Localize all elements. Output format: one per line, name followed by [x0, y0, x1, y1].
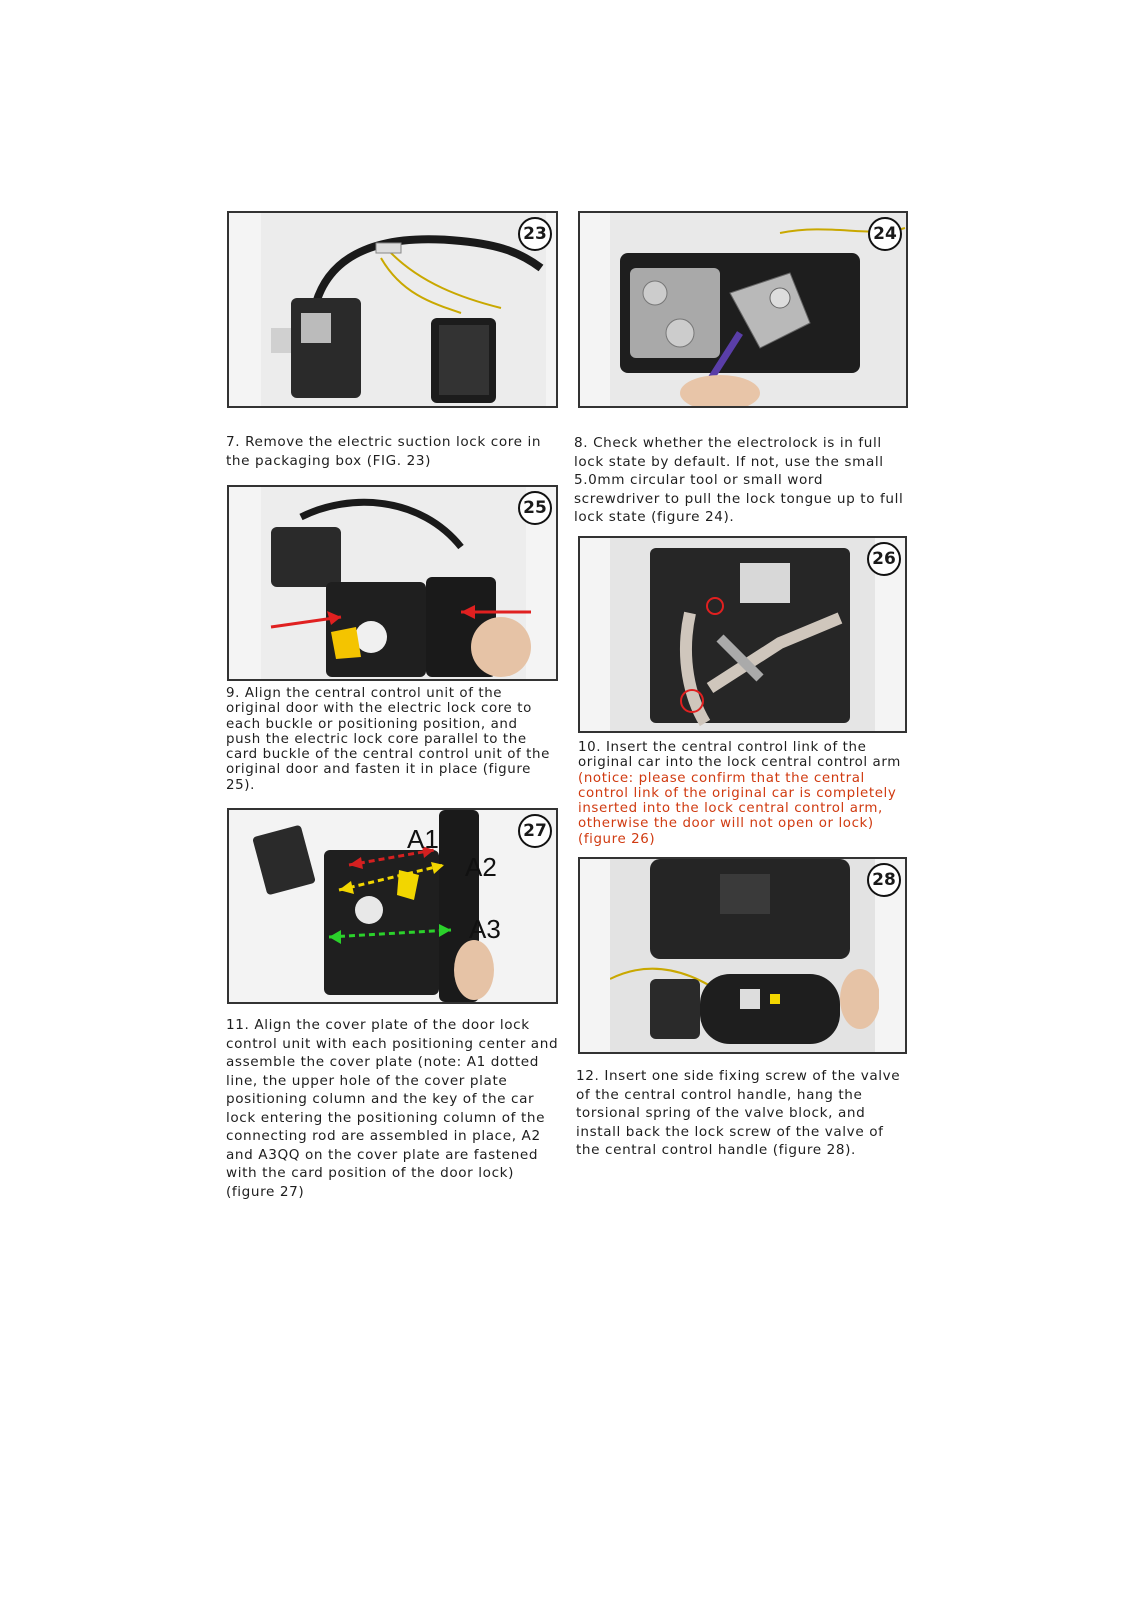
figure-24	[578, 211, 908, 408]
step-7-caption: 7. Remove the electric suction lock core in the packaging box (FIG. 23)	[226, 434, 542, 469]
step-9-caption: 9. Align the central control unit of the original door with the electric lock core to each buckle or positioning position, and push the electric lock core parallel to the card buckle of the central control unit of the original door and fasten it in place (figure 25).	[226, 686, 550, 793]
figure-number-badge: 27	[518, 814, 552, 848]
figure-23	[227, 211, 558, 408]
figure-26	[578, 536, 907, 733]
figure-number-badge: 23	[518, 217, 552, 251]
photo-lock-core-packaging	[261, 213, 546, 406]
figure-28	[578, 857, 907, 1054]
alignment-illustration	[261, 487, 531, 679]
step-10-notice: (notice: please confirm that the central control link of the original car is completely inserted into the lock central control arm, otherwise the door will not open or lock)	[578, 770, 897, 832]
central-control-link-illustration	[610, 538, 879, 731]
label-a1: A1	[407, 824, 439, 854]
photo-valve-screw-install	[610, 859, 875, 1052]
figure-number-badge: 28	[867, 863, 901, 897]
figure-number-badge: 26	[867, 542, 901, 576]
figure-27	[227, 808, 558, 1004]
label-a3: A3	[469, 914, 501, 944]
step-8-caption: 8. Check whether the electrolock is in full lock state by default. If not, use the small 5.0mm circular tool or small word screwdriver to pull the lock tongue up to full lock state (figure 24).	[574, 435, 904, 525]
step-10-figure-ref: (figure 26)	[578, 831, 656, 847]
step-11-caption: 11. Align the cover plate of the door lock control unit with each positioning center and assemble the cover plate (note: A1 dotted line, the upper hole of the cover plate positioning column and the key of the car lock entering the positioning column of the connecting rod are assembled in place, A2 and A3QQ on the cover plate are fastened with the card position of the door lock) (figure 27)	[226, 1017, 559, 1200]
photo-central-control-link	[610, 538, 875, 731]
step-12-caption: 12. Insert one side fixing screw of the valve of the central control handle, hang the torsional spring of the valve block, and install back the lock screw of the valve of the central control handle (figure 28).	[576, 1068, 901, 1158]
label-a2: A2	[465, 852, 497, 882]
valve-screw-illustration	[610, 859, 879, 1052]
electrolock-illustration	[610, 213, 908, 406]
step-10-caption	[578, 740, 910, 847]
figure-25	[227, 485, 558, 681]
step-10-instruction: 10. Insert the central control link of the original car into the lock central control arm	[578, 740, 901, 771]
photo-align-central-control-unit	[261, 487, 526, 679]
cover-plate-illustration	[229, 810, 556, 1002]
figure-number-badge: 25	[518, 491, 552, 525]
photo-cover-plate-alignment	[229, 810, 556, 1002]
photo-electrolock-full-lock	[610, 213, 906, 406]
lock-core-illustration	[261, 213, 551, 406]
figure-number-badge: 24	[868, 217, 902, 251]
